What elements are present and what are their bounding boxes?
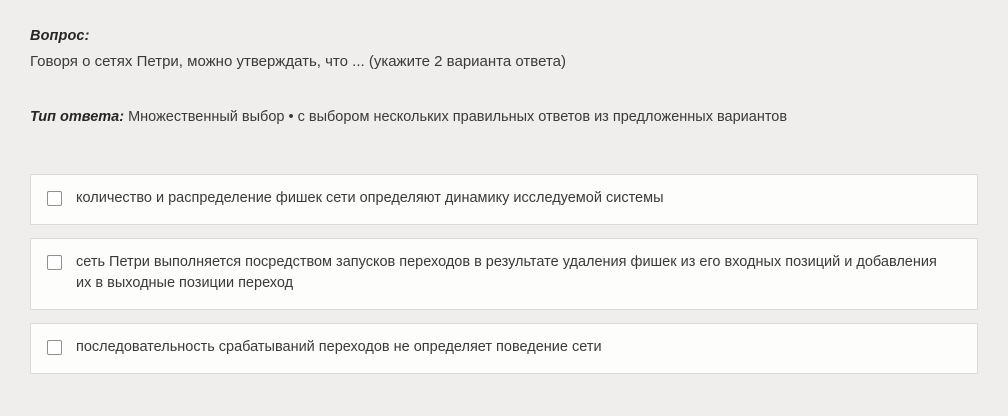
option-row[interactable] xyxy=(30,174,978,225)
option-row[interactable] xyxy=(30,238,978,311)
answer-type-row xyxy=(30,108,978,128)
option-checkbox[interactable] xyxy=(47,340,62,355)
option-label: количество и распределение фишек сети определяют динамику исследуемой системы xyxy=(76,189,664,206)
question-label: Вопрос: xyxy=(30,28,90,44)
question-text: Говоря о сетях Петри, можно утверждать, что ... (укажите 2 варианта ответа) xyxy=(30,53,566,70)
option-checkbox[interactable] xyxy=(47,255,62,270)
question-block xyxy=(30,28,978,72)
options-list xyxy=(30,174,978,374)
option-label: последовательность срабатываний переходов не определяет поведение сети xyxy=(76,339,602,356)
option-row[interactable] xyxy=(30,323,978,374)
answer-type-value: Множественный выбор • с выбором нескольких правильных ответов из предложенных вариантов xyxy=(128,109,788,126)
option-checkbox[interactable] xyxy=(47,191,62,206)
answer-type-label: Тип ответа: xyxy=(30,109,125,126)
option-label: сеть Петри выполняется посредством запусков переходов в результате удаления фишек из его входных позиций и добавления их в выходные позиции переход xyxy=(76,253,937,292)
